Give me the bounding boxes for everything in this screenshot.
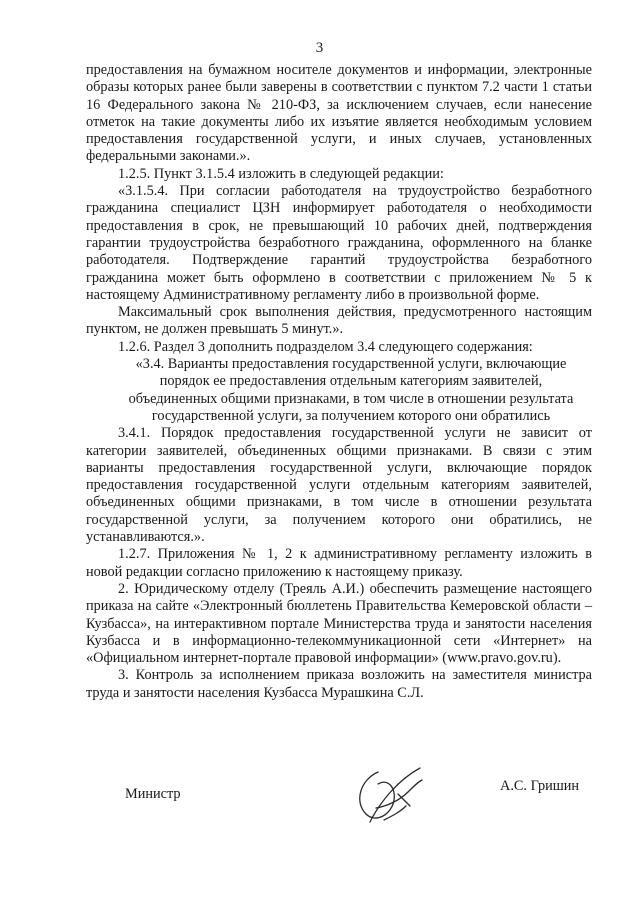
handwritten-signature [348,762,428,832]
paragraph-2-legal-department: 2. Юридическому отделу (Треяль А.И.) обеспечить размещение настоящего приказа на сайте «Электронный бюллетень Правительства Кемеровской области – Кузбасса», на интерактивном портале Министерства труда и занятости населения Кузбасса и в информационно-телекоммуникационной сети «Интернет» на «Официальном интернет-портале правовой информации» (www.pravo.gov.ru). [86,580,592,667]
signatory-title: Министр [125,786,181,802]
paragraph-1-2-5: 1.2.5. Пункт 3.1.5.4 изложить в следующей редакции: [118,165,444,182]
paragraph-1-2-7: 1.2.7. Приложения № 1, 2 к административному регламенту изложить в новой редакции согласно приложению к настоящему приказу. [86,546,592,580]
signatory-name: А.С. Гришин [500,778,580,794]
section-heading-3-4: «3.4. Варианты предоставления государственной услуги, включающие порядок ее предоставления отдельным категориям заявителей, объединенных общими признаками, в том числе в отношении результата государственной услуги, за получением которого они обратились [128,356,574,424]
document-body [86,62,592,702]
paragraph-continuation: предоставления на бумажном носителе документов и информации, электронные образы которых ранее были заверены в соответствии с пунктом 7.2 части 1 статьи 16 Федерального закона № 210-ФЗ, за исключением случаев, если нанесение отметок на такие документы либо их изъятие является необходимым условием предоставления государственной услуги, и иных случаев, установленных федеральными законами.». [86,62,592,165]
page-number: 3 [315,40,324,56]
paragraph-3-1-5-4: «3.1.5.4. При согласии работодателя на трудоустройство безработного гражданина специалист ЦЗН информирует работодателя о необходимости предоставления в срок, не превышающий 10 рабочих дней, подтверждения гарантии трудоустройства безработного гражданина, оформленного на бланке работодателя. Подтверждение гарантий трудоустройства безработного гражданина может быть оформлено в соответствии с приложением № 5 к настоящему Административному регламенту либо в произвольной форме. [86,183,592,303]
signature-block [0,762,639,842]
paragraph-3-control: 3. Контроль за исполнением приказа возложить на заместителя министра труда и занятости населения Кузбасса Мурашкина С.Л. [86,667,592,701]
paragraph-max-time: Максимальный срок выполнения действия, предусмотренного настоящим пунктом, не должен превышать 5 минут.». [86,304,592,338]
paragraph-1-2-6: 1.2.6. Раздел 3 дополнить подразделом 3.4 следующего содержания: [118,338,533,355]
paragraph-3-4-1: 3.4.1. Порядок предоставления государственной услуги не зависит от категории заявителей, объединенных общими признаками. В связи с этим варианты предоставления государственной услуги, включающие порядок предоставления государственной услуги отдельным категориям заявителей, объединенных общими признаками, в том числе в отношении результата государственной услуги, за получением которого они обратились, не устанавливаются.». [86,425,592,546]
